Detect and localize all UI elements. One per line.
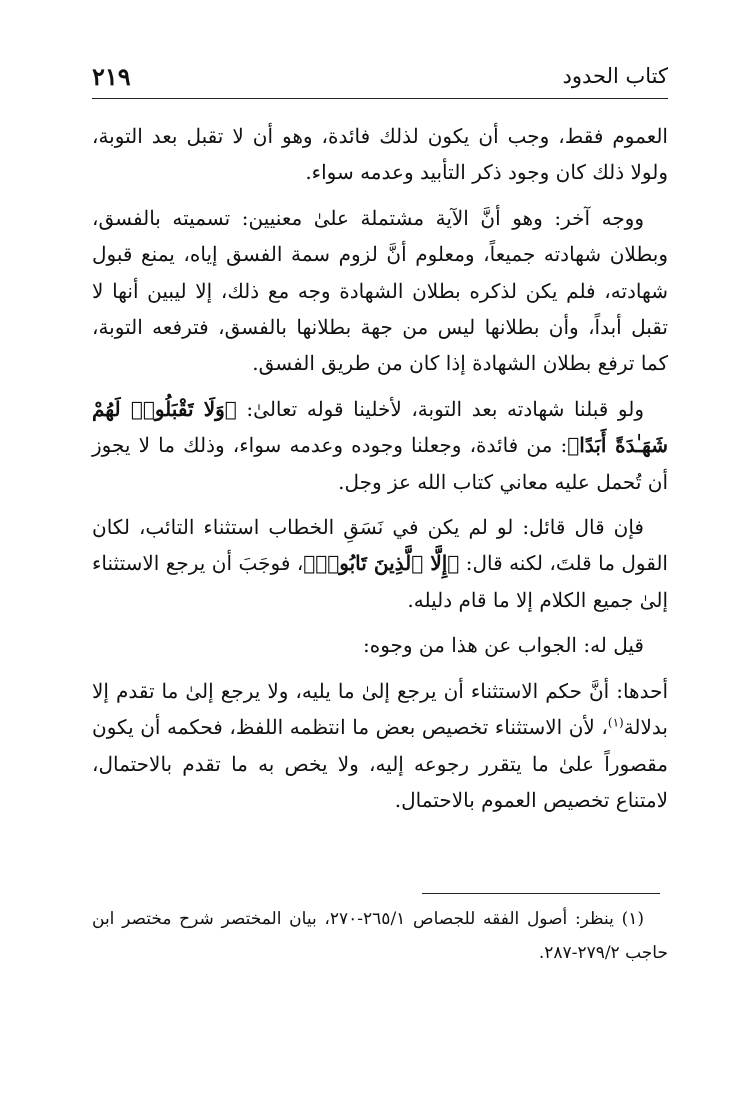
paragraph-4-after: ، فوجَبَ أن يرجع الاستثناء إلىٰ جميع الكلام إلا ما قام دليله. [92,551,668,612]
footnote-reference[interactable]: (١) [607,715,624,730]
footnote-divider [422,893,660,894]
paragraph-3 [92,391,668,500]
page-header [92,58,668,99]
paragraph-6 [92,673,668,819]
paragraph-5: قيل له: الجواب عن هذا من وجوه: [363,633,644,658]
paragraph-1: العموم فقط، وجب أن يكون لذلك فائدة، وهو أن لا تقبل بعد التوبة، ولولا ذلك كان وجود ذكر التأبيد وعدمه سواء. [92,124,668,185]
paragraph-6-after: ، لأن الاستثناء تخصيص بعض ما انتظمه اللفظ، فحكمه أن يكون مقصوراً علىٰ ما يتقرر رجوعه إليه، ولا يخص به ما تقدم بالاحتمال، لامتناع تخصيص العموم بالاحتمال. [92,715,668,812]
running-title: كتاب الحدود [562,64,668,88]
main-text [92,118,668,827]
paragraph-3-after: : من فائدة، وجعلنا وجوده وعدمه سواء، وذلك ما لا يجوز أن تُحمل عليه معاني كتاب الله عز وجل. [92,433,668,494]
paragraph-3-before: ولو قبلنا شهادته بعد التوبة، لأخلينا قوله تعالىٰ: [236,396,644,421]
footnote-1: (١) ينظر: أصول الفقه للجصاص ٢٦٥/١-٢٧٠، بيان المختصر شرح مختصر ابن حاجب ٢٧٩/٢-٢٨٧. [92,909,668,963]
page-number: ٢١٩ [92,62,131,91]
paragraph-4 [92,509,668,618]
footnotes [92,902,668,970]
paragraph-2: ووجه آخر: وهو أنَّ الآية مشتملة علىٰ معنيين: تسميته بالفسق، وبطلان شهادته جميعاً، ومعلوم أنَّ لزوم سمة الفسق إياه، يمنع قبول شهادته، فلم يكن لذكره بطلان الشهادة وجه مع ذلك، إلا ليبين أنها لا تقبل أبداً، وأن بطلانها ليس من جهة بطلانها بالفسق، فترفعه التوبة، كما ترفع بطلان الشهادة إذا كان من طريق الفسق. [92,205,668,376]
quran-verse-2: ﴿إِلَّا ٱلَّذِينَ تَابُوا۟﴾ [303,551,460,576]
quran-verse-1: ﴿وَلَا تَقْبَلُوا۟ لَهُمْ شَهَـٰدَةً أَبَدًا﴾ [92,396,668,458]
paragraph-6-before: أحدها: أنَّ حكم الاستثناء أن يرجع إلىٰ ما يليه، ولا يرجع إلىٰ ما تقدم إلا بدلالة [92,678,668,740]
paragraph-4-before: فإن قال قائل: لو لم يكن في نَسَقِ الخطاب استثناء التائب، لكان القول ما قلتَ، لكنه قال: [92,515,668,576]
